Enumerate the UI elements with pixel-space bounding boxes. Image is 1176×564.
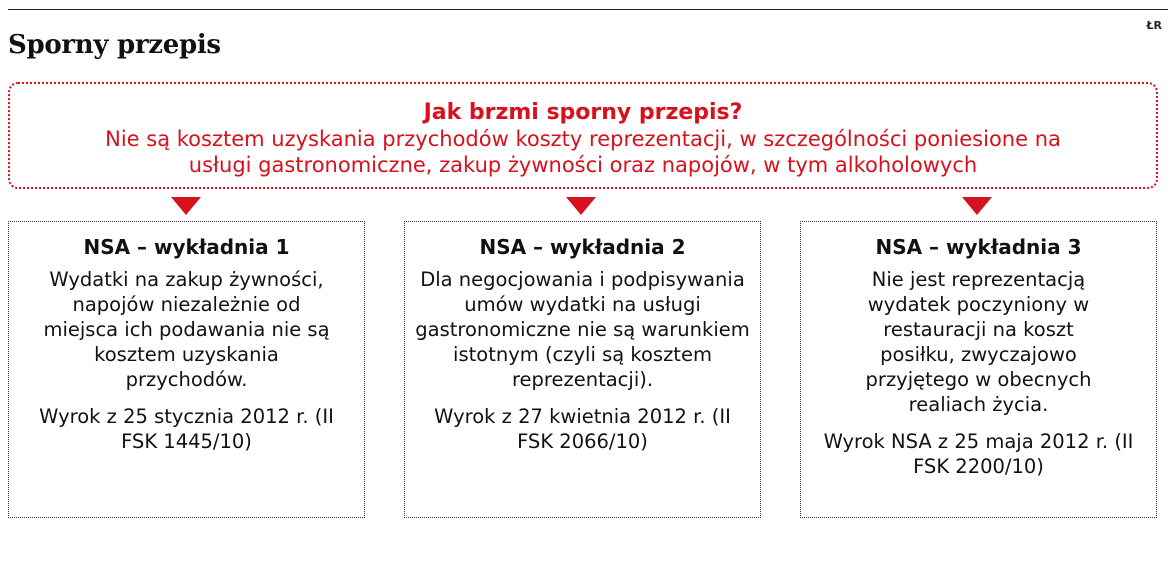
interpretation-verdict: Wyrok z 27 kwietnia 2012 r. (II FSK 2066/10) <box>434 405 731 453</box>
interpretation-title: NSA – wykładnia 2 <box>479 235 686 259</box>
top-rule <box>8 9 1168 10</box>
interpretation-title: NSA – wykładnia 3 <box>875 235 1082 259</box>
provision-question: Jak brzmi sporny przepis? <box>423 100 743 125</box>
author-credit: ŁR <box>1146 19 1162 32</box>
interpretation-card-3 <box>800 221 1157 518</box>
interpretation-body: Nie jest reprezentacją wydatek poczyniony w restauracji na koszt posiłku, zwyczajowo przyjętego w obecnych realiach życia. <box>865 268 1092 416</box>
interpretation-body: Dla negocjowania i podpisywania umów wydatki na usługi gastronomiczne nie są warunkiem istotnym (czyli są kosztem reprezentacji). <box>415 268 750 391</box>
interpretation-verdict: Wyrok NSA z 25 maja 2012 r. (II FSK 2200/10) <box>823 430 1134 478</box>
provision-text: Nie są kosztem uzyskania przychodów koszty reprezentacji, w szczególności poniesione na usługi gastronomiczne, zakup żywności oraz napojów, w tym alkoholowych <box>105 127 1061 177</box>
interpretation-title: NSA – wykładnia 1 <box>83 235 290 259</box>
interpretation-card-2 <box>404 221 761 518</box>
disputed-provision-box <box>8 82 1158 189</box>
interpretation-body: Wydatki na zakup żywności, napojów niezależnie od miejsca ich podawania nie są kosztem uzyskania przychodów. <box>43 268 330 391</box>
arrow-down-icon <box>962 197 992 215</box>
interpretation-verdict: Wyrok z 25 stycznia 2012 r. (II FSK 1445/10) <box>39 405 334 453</box>
arrow-down-icon <box>566 197 596 215</box>
arrow-down-icon <box>171 197 201 215</box>
interpretation-card-1 <box>8 221 365 518</box>
page-title: Sporny przepis <box>8 30 221 60</box>
